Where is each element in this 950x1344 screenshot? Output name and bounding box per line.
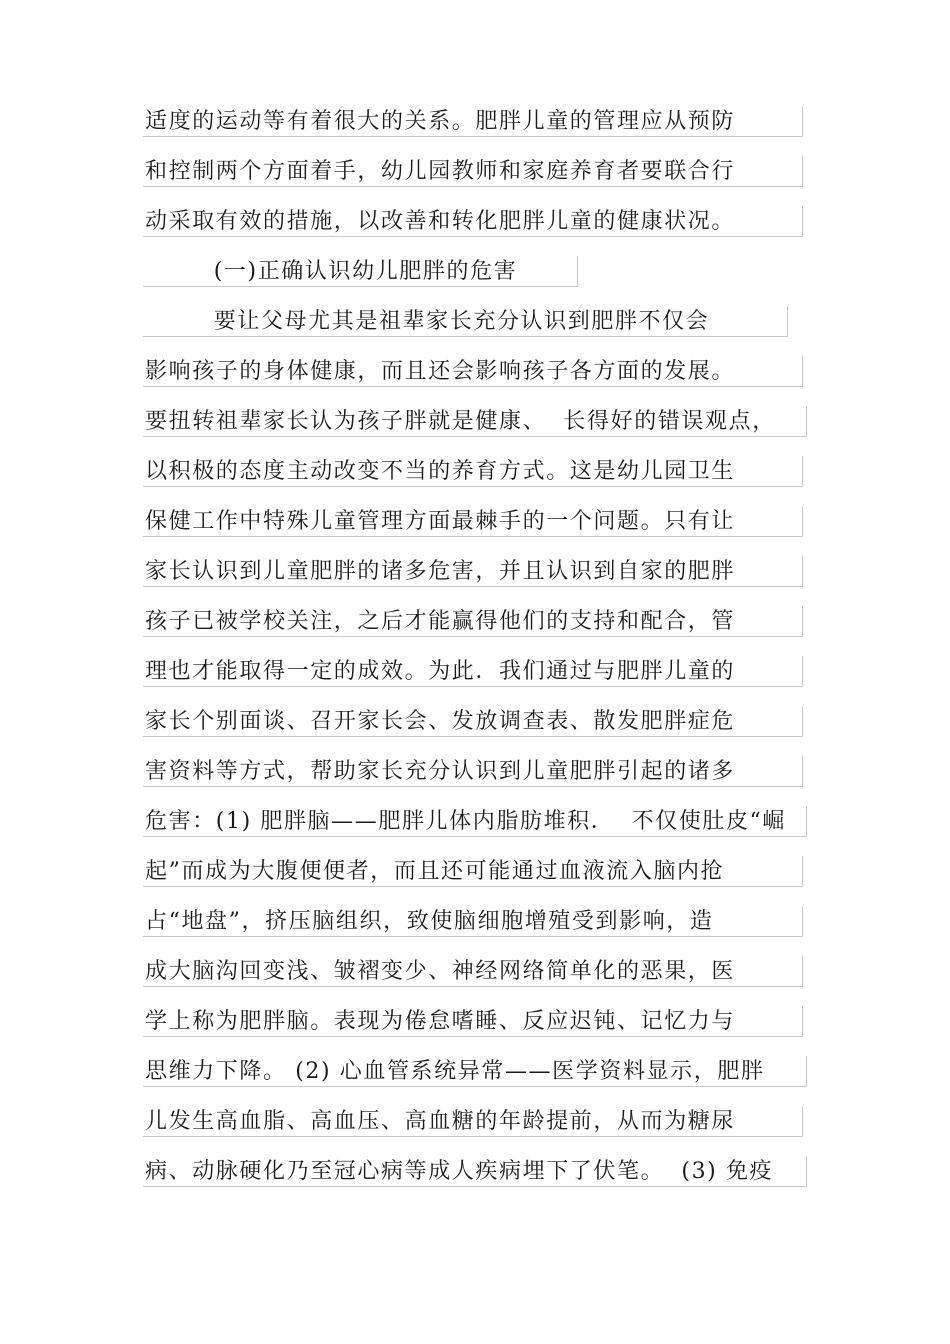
line-text: 病、动脉硬化乃至冠心病等成人疾病埋下了伏笔。 (3) 免疫 bbox=[145, 1159, 774, 1184]
line-text: 要扭转祖辈家长认为孩子胖就是健康、 长得好的错误观点， bbox=[145, 409, 776, 434]
text-line bbox=[143, 556, 803, 587]
text-line bbox=[143, 1156, 807, 1187]
line-text: 家长个别面谈、召开家长会、发放调查表、散发肥胖症危 bbox=[145, 709, 736, 734]
text-line bbox=[143, 456, 803, 487]
line-text: 影响孩子的身体健康，而且还会影响孩子各方面的发展。 bbox=[145, 359, 736, 384]
text-line bbox=[143, 356, 803, 387]
line-text: 起”而成为大腹便便者，而且还可能通过血液流入脑内抢 bbox=[145, 859, 725, 884]
line-text: 适度的运动等有着很大的关系。肥胖儿童的管理应从预防 bbox=[145, 109, 736, 134]
line-text: 害资料等方式，帮助家长充分认识到儿童肥胖引起的诸多 bbox=[145, 759, 736, 784]
text-line bbox=[143, 806, 807, 837]
text-line bbox=[143, 106, 803, 137]
line-text: 以积极的态度主动改变不当的养育方式。这是幼儿园卫生 bbox=[145, 459, 736, 484]
text-line bbox=[143, 856, 803, 887]
text-line bbox=[143, 506, 803, 537]
line-text: 理也才能取得一定的成效。为此．我们通过与肥胖儿童的 bbox=[145, 659, 736, 684]
text-line bbox=[143, 656, 803, 687]
text-line bbox=[143, 206, 803, 237]
line-text: 成大脑沟回变浅、皱褶变少、神经网络简单化的恶果，医 bbox=[145, 959, 736, 984]
text-line bbox=[143, 606, 803, 637]
text-line bbox=[143, 1106, 803, 1137]
line-text: 动采取有效的措施，以改善和转化肥胖儿童的健康状况。 bbox=[145, 209, 736, 234]
text-line bbox=[143, 406, 807, 437]
text-line bbox=[143, 956, 803, 987]
text-line bbox=[143, 706, 803, 737]
line-text: 保健工作中特殊儿童管理方面最棘手的一个问题。只有让 bbox=[145, 509, 736, 534]
line-text: 占“地盘”，挤压脑组织，致使脑细胞增殖受到影响，造 bbox=[145, 909, 714, 934]
text-line bbox=[143, 1006, 803, 1037]
line-text: 和控制两个方面着手，幼儿园教师和家庭养育者要联合行 bbox=[145, 159, 736, 184]
line-text: 要让父母尤其是祖辈家长充分认识到肥胖不仅会 bbox=[145, 309, 710, 334]
line-text: 学上称为肥胖脑。表现为倦怠嗜睡、反应迟钝、记忆力与 bbox=[145, 1009, 736, 1034]
line-text: 儿发生高血脂、高血压、高血糖的年龄提前，从而为糖尿 bbox=[145, 1109, 736, 1134]
text-line bbox=[143, 156, 803, 187]
line-text: 家长认识到儿童肥胖的诸多危害，并且认识到自家的肥胖 bbox=[145, 559, 736, 584]
text-line bbox=[143, 306, 788, 337]
text-line bbox=[143, 1056, 807, 1087]
line-text: (一)正确认识幼儿肥胖的危害 bbox=[145, 259, 518, 284]
section-heading bbox=[143, 256, 578, 287]
line-text: 危害：(1) 肥胖脑——肥胖儿体内脂肪堆积． 不仅使肚皮“崛 bbox=[145, 809, 786, 834]
line-text: 孩子已被学校关注，之后才能赢得他们的支持和配合，管 bbox=[145, 609, 736, 634]
line-text: 思维力下降。 (2) 心血管系统异常——医学资料显示，肥胖 bbox=[145, 1059, 765, 1084]
text-line bbox=[143, 906, 803, 937]
text-line bbox=[143, 756, 803, 787]
